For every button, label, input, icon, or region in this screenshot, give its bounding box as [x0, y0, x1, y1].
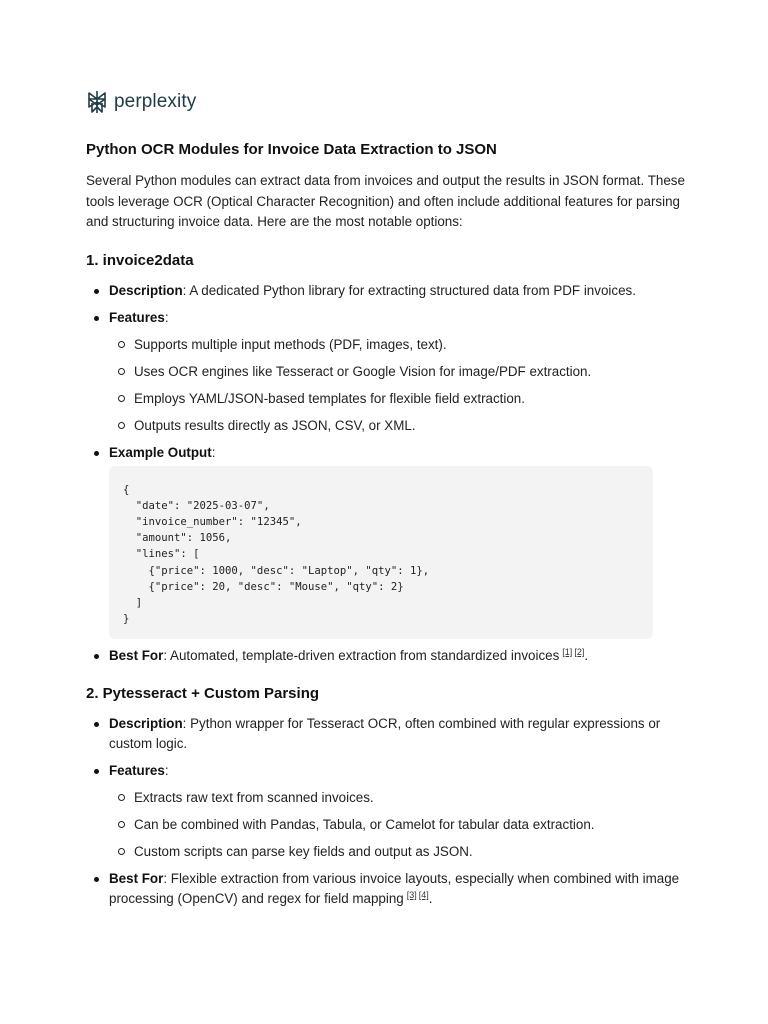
features-list [109, 788, 686, 862]
features-suffix: : [164, 763, 169, 779]
intro-paragraph: Several Python modules can extract data from invoices and output the results in JSON format. These tools leverage OCR (Optical Character Recognition) and often include additional features for parsing and structuring invoice data. Here are the most notable options: [86, 173, 685, 229]
citation-link[interactable]: [3] [406, 890, 417, 901]
feature-item: Extracts raw text from scanned invoices. [134, 788, 686, 808]
code-block[interactable]: { "date": "2025-03-07", "invoice_number": "12345", "amount": 1056, "lines": [ {"price": 1000, "desc": "Laptop", "qty": 1}, {"price": 20, "desc": "Mouse", "qty": 2} ] } [109, 466, 653, 640]
example-output-suffix: : [211, 444, 216, 460]
section-list [86, 714, 686, 909]
list-item-description [109, 281, 686, 301]
list-item-best-for [109, 869, 686, 909]
brand-name: perplexity [114, 91, 197, 112]
list-item-features [109, 761, 686, 862]
sentence-end: . [428, 891, 433, 907]
features-label: Features [109, 309, 165, 325]
feature-item: Outputs results directly as JSON, CSV, or XML. [134, 416, 686, 436]
citations [405, 890, 429, 900]
sentence-end: . [584, 648, 589, 664]
section-heading-pytesseract: 2. Pytesseract + Custom Parsing [86, 685, 320, 703]
description-label: Description [109, 282, 183, 298]
document-page [86, 88, 686, 916]
feature-item: Custom scripts can parse key fields and output as JSON. [134, 842, 686, 862]
features-list [109, 335, 686, 436]
best-for-text: : Flexible extraction from various invoice layouts, especially when combined with image processing (OpenCV) and regex for field mapping [109, 871, 680, 907]
list-item-example-output [109, 443, 686, 640]
citations [560, 647, 584, 657]
description-label: Description [109, 716, 183, 732]
best-for-label: Best For [109, 648, 164, 664]
best-for-text: : Automated, template-driven extraction from standardized invoices [163, 648, 560, 664]
description-text: : A dedicated Python library for extracting structured data from PDF invoices. [182, 282, 636, 298]
feature-item: Employs YAML/JSON-based templates for flexible field extraction. [134, 389, 686, 409]
citation-link[interactable]: [4] [418, 890, 429, 901]
brand-logo[interactable] [86, 88, 686, 116]
perplexity-logo-icon [86, 90, 108, 114]
list-item-description [109, 714, 686, 754]
section-heading-invoice2data: 1. invoice2data [86, 251, 194, 269]
feature-item: Uses OCR engines like Tesseract or Google Vision for image/PDF extraction. [134, 362, 686, 382]
list-item-best-for [109, 646, 686, 666]
features-suffix: : [164, 309, 169, 325]
features-label: Features [109, 763, 165, 779]
citation-link[interactable]: [2] [574, 647, 585, 658]
best-for-label: Best For [109, 871, 164, 887]
list-item-features [109, 308, 686, 436]
feature-item: Can be combined with Pandas, Tabula, or Camelot for tabular data extraction. [134, 815, 686, 835]
feature-item: Supports multiple input methods (PDF, images, text). [134, 335, 686, 355]
example-output-label: Example Output [109, 444, 212, 460]
citation-link[interactable]: [1] [562, 647, 573, 658]
description-text: : Python wrapper for Tesseract OCR, often combined with regular expressions or custom logic. [109, 716, 661, 752]
section-list [86, 281, 686, 667]
page-title: Python OCR Modules for Invoice Data Extraction to JSON [86, 141, 497, 158]
